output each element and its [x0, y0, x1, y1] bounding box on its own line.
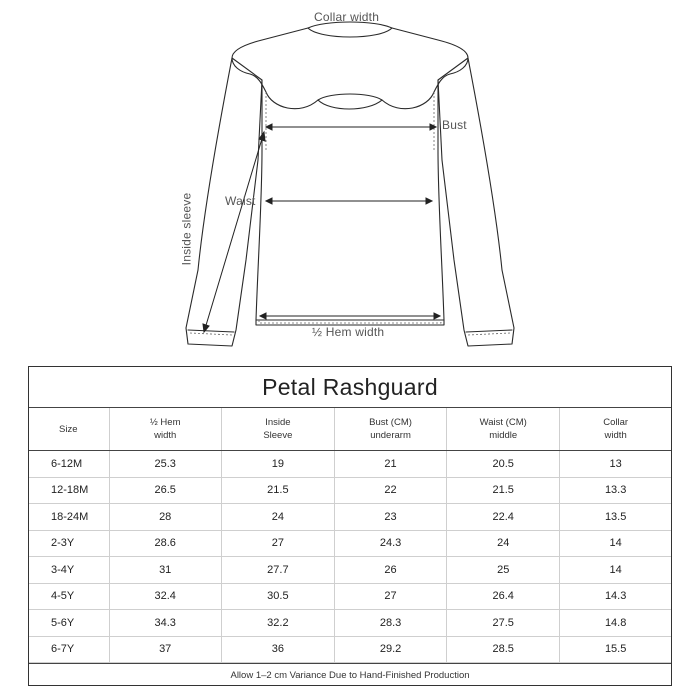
table-cell: 24 — [221, 504, 334, 531]
table-cell: 13.3 — [560, 477, 671, 504]
size-cell: 12-18M — [29, 477, 109, 504]
neckline — [308, 28, 392, 37]
table-row — [29, 530, 671, 557]
table-cell: 26 — [334, 557, 446, 584]
inside-sleeve-label: Inside sleeve — [179, 192, 194, 266]
header-cell: ½ Hem width — [109, 408, 221, 451]
table-cell: 30.5 — [221, 583, 334, 610]
table-cell: 14.8 — [560, 610, 671, 637]
size-cell: 6-12M — [29, 451, 109, 478]
table-cell: 13 — [560, 451, 671, 478]
table-row — [29, 636, 671, 663]
table-cell: 27.5 — [447, 610, 560, 637]
table-cell: 14 — [560, 530, 671, 557]
header-cell: Size — [29, 408, 109, 451]
right-sleeve — [438, 58, 514, 346]
table-row — [29, 477, 671, 504]
table-cell: 27.7 — [221, 557, 334, 584]
table-cell: 29.2 — [334, 636, 446, 663]
header-cell: Inside Sleeve — [221, 408, 334, 451]
header-row — [29, 408, 671, 451]
table-cell: 21 — [334, 451, 446, 478]
size-cell: 3-4Y — [29, 557, 109, 584]
table-cell: 21.5 — [221, 477, 334, 504]
chart-title: Petal Rashguard — [29, 367, 671, 408]
table-cell: 14.3 — [560, 583, 671, 610]
table-cell: 25.3 — [109, 451, 221, 478]
table-cell: 15.5 — [560, 636, 671, 663]
table-cell: 28.5 — [447, 636, 560, 663]
table-row — [29, 610, 671, 637]
header-cell: Bust (CM) underarm — [334, 408, 446, 451]
table-cell: 27 — [334, 583, 446, 610]
table-cell: 24 — [447, 530, 560, 557]
table-cell: 28 — [109, 504, 221, 531]
table-cell: 28.6 — [109, 530, 221, 557]
table-row — [29, 557, 671, 584]
header-cell: Collar width — [560, 408, 671, 451]
table-cell: 26.5 — [109, 477, 221, 504]
table-cell: 25 — [447, 557, 560, 584]
table-cell: 19 — [221, 451, 334, 478]
body-outline — [256, 80, 444, 320]
table-cell: 34.3 — [109, 610, 221, 637]
size-cell: 6-7Y — [29, 636, 109, 663]
table-cell: 27 — [221, 530, 334, 557]
table-cell: 21.5 — [447, 477, 560, 504]
table-cell: 37 — [109, 636, 221, 663]
table-cell: 36 — [221, 636, 334, 663]
table-row — [29, 451, 671, 478]
table-cell: 24.3 — [334, 530, 446, 557]
table-row — [29, 504, 671, 531]
collar-width-label: Collar width — [314, 10, 380, 24]
table-cell: 13.5 — [560, 504, 671, 531]
waist-label: Waist — [225, 194, 256, 208]
bust-label: Bust — [442, 118, 467, 132]
size-chart — [28, 366, 672, 686]
table-cell: 22 — [334, 477, 446, 504]
table-cell: 22.4 — [447, 504, 560, 531]
header-cell: Waist (CM) middle — [447, 408, 560, 451]
table-cell: 28.3 — [334, 610, 446, 637]
variance-footnote: Allow 1–2 cm Variance Due to Hand-Finished Production — [29, 663, 671, 688]
petal-collar — [232, 28, 468, 109]
size-cell: 5-6Y — [29, 610, 109, 637]
table-cell: 20.5 — [447, 451, 560, 478]
table-row — [29, 583, 671, 610]
hem-width-label: ½ Hem width — [312, 325, 385, 339]
size-cell: 4-5Y — [29, 583, 109, 610]
table-cell: 23 — [334, 504, 446, 531]
table-cell: 14 — [560, 557, 671, 584]
size-cell: 18-24M — [29, 504, 109, 531]
size-cell: 2-3Y — [29, 530, 109, 557]
table-cell: 31 — [109, 557, 221, 584]
table-cell: 26.4 — [447, 583, 560, 610]
table-cell: 32.2 — [221, 610, 334, 637]
table-cell: 32.4 — [109, 583, 221, 610]
size-table — [29, 408, 671, 663]
